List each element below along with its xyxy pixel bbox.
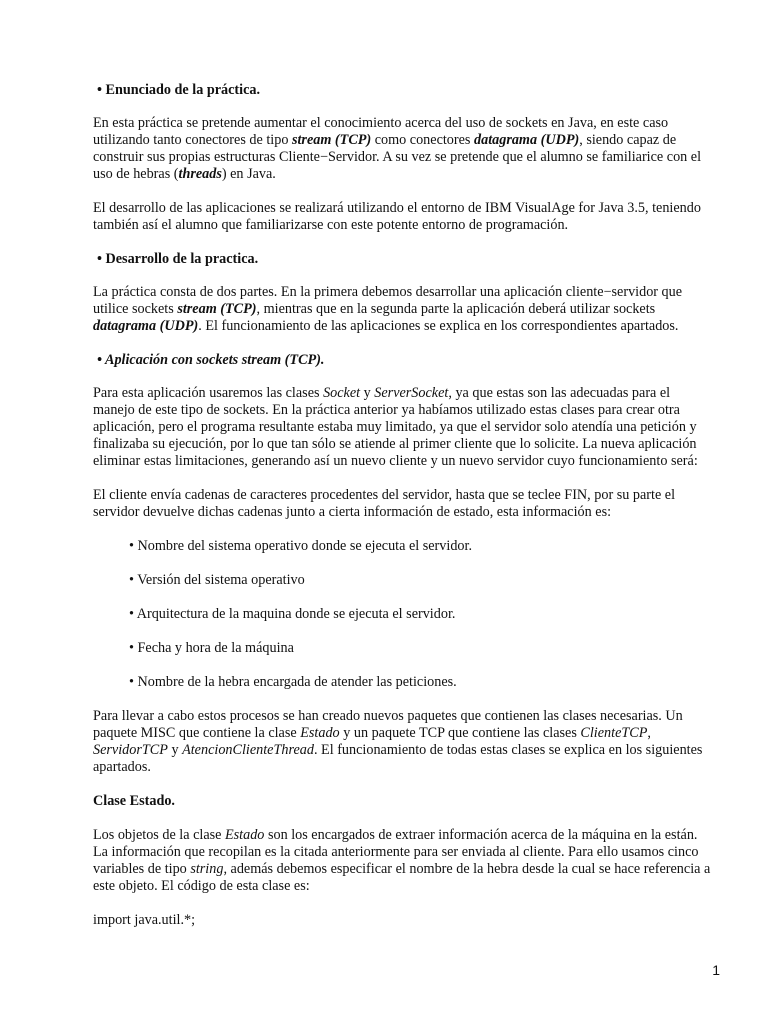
tcp-paragraph-1: Para esta aplicación usaremos las clases Socket y ServerSocket, ya que estas son las adecuadas para el manejo de este tipo de sockets. En la práctica anterior ya habíamos utilizado estas clases para crear otra aplicación, pero el programa resultante estaba muy limitado, ya que el servidor solo atendía una petición y finalizaba su ejecución, por lo que tan sólo se atiende al primer cliente que lo solicite. La nueva aplicación eliminar estas limitaciones, generando así un nuevo cliente y un nuevo servidor cuyo funcionamiento será: (93, 385, 698, 469)
document-page (93, 82, 713, 929)
estado-paragraph-1: Los objetos de la clase Estado son los encargados de extraer información acerca de la máquina en la están. La información que recopilan es la citada anteriormente para ser enviada al cliente. Para ello usamos cinco variables de tipo string, además debemos especificar el nombre de la hebra desde la cual se hace referencia a este objeto. El código de esta clase es: (93, 827, 711, 894)
desarrollo-paragraph-1: La práctica consta de dos partes. En la primera debemos desarrollar una aplicación cliente−servidor que utilice sockets stream (TCP), mientras que en la segunda parte la aplicación deberá utilizar sockets datagrama (UDP). El funcionamiento de las aplicaciones se explica en los correspondientes apartados. (93, 284, 683, 334)
code-line: import java.util.*; (93, 912, 196, 928)
section-heading-enunciado: • Enunciado de la práctica. (97, 82, 261, 98)
list-item: • Nombre de la hebra encargada de atender las peticiones. (129, 674, 457, 690)
tcp-paragraph-3: Para llevar a cabo estos procesos se han creado nuevos paquetes que contienen las clases necesarias. Un paquete MISC que contiene la clase Estado y un paquete TCP que contiene las clases ClienteTCP, ServidorTCP y AtencionClienteThread. El funcionamiento de todas estas clases se explica en los siguientes apartados. (93, 708, 703, 775)
section-heading-tcp: • Aplicación con sockets stream (TCP). (97, 352, 325, 368)
enunciado-paragraph-1: En esta práctica se pretende aumentar el conocimiento acerca del uso de sockets en Java, en este caso utilizando tanto conectores de tipo stream (TCP) como conectores datagrama (UDP), siendo capaz de construir sus propias estructuras Cliente−Servidor. A su vez se pretende que el alumno se familiarice con el uso de hebras (threads) en Java. (93, 115, 702, 182)
page-number: 1 (712, 962, 720, 978)
status-info-list (129, 538, 713, 691)
section-heading-clase-estado: Clase Estado. (93, 793, 175, 809)
section-heading-desarrollo: • Desarrollo de la practica. (97, 251, 259, 267)
enunciado-paragraph-2: El desarrollo de las aplicaciones se realizará utilizando el entorno de IBM VisualAge for Java 3.5, teniendo también así el alumno que familiarizarse con este potente entorno de programación. (93, 200, 701, 233)
list-item: • Versión del sistema operativo (129, 572, 305, 588)
list-item: • Arquitectura de la maquina donde se ejecuta el servidor. (129, 606, 456, 622)
list-item: • Nombre del sistema operativo donde se ejecuta el servidor. (129, 538, 472, 554)
tcp-paragraph-2: El cliente envía cadenas de caracteres procedentes del servidor, hasta que se teclee FIN, por su parte el servidor devuelve dichas cadenas junto a cierta información de estado, esta información es: (93, 487, 676, 520)
list-item: • Fecha y hora de la máquina (129, 640, 294, 656)
